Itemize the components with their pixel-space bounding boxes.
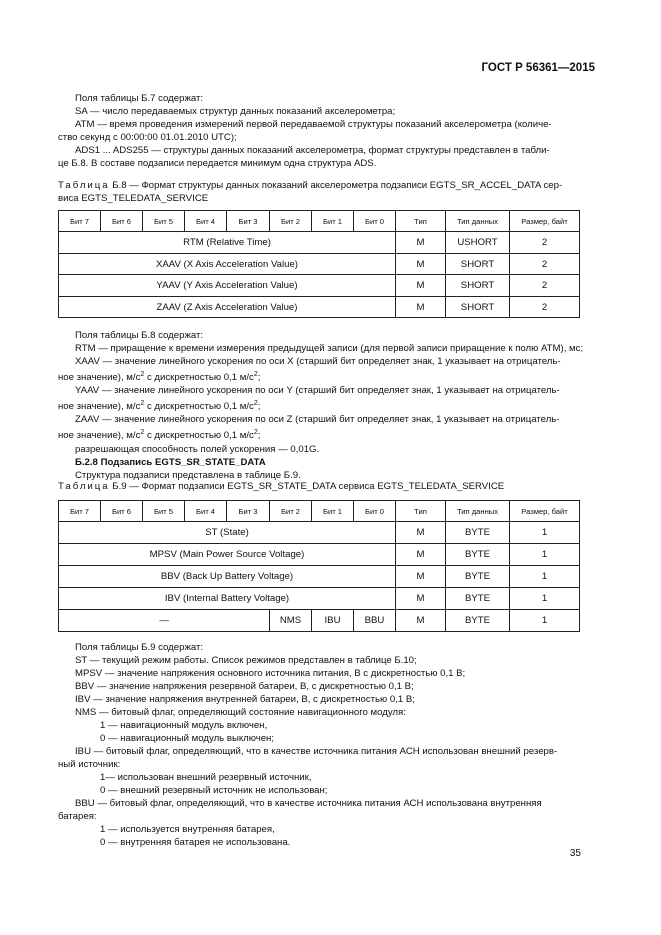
nms-cell: NMS	[270, 610, 312, 632]
text-line: ное значение), $м/с^2$ с дискретностью 0,1 $м/с^2$;	[58, 400, 261, 413]
bbu-cell: BBU	[354, 610, 396, 632]
data-type-cell: BYTE	[446, 588, 510, 610]
table-header-row	[59, 501, 580, 522]
type-cell: M	[396, 522, 446, 544]
column-header: Бит 4	[185, 211, 227, 232]
field-name-cell: XAAV (X Axis Acceleration Value)	[59, 254, 396, 275]
column-header: Тип	[396, 211, 446, 232]
caption-word: Таблица	[58, 481, 110, 492]
text-line: батарея:	[58, 811, 97, 822]
field-name-cell: IBV (Internal Battery Voltage)	[59, 588, 396, 610]
caption-text: виса EGTS_TELEDATA_SERVICE	[58, 193, 209, 204]
column-header: Бит 4	[185, 501, 227, 522]
text-line: 0 — навигационный модуль выключен;	[100, 733, 275, 744]
table-row	[59, 544, 580, 566]
data-type-cell: SHORT	[446, 297, 510, 318]
intro-line: ство секунд с 00:00:00 01.01.2010 UTC);	[58, 132, 237, 143]
reserved-cell: —	[59, 610, 270, 632]
table8-caption	[58, 179, 606, 205]
text-line: 1 — навигационный модуль включен,	[100, 720, 268, 731]
fields8-block	[58, 329, 603, 482]
data-type-cell: BYTE	[446, 610, 510, 632]
table-row	[59, 275, 580, 297]
text-line: RTM — приращение к времени измерения предыдущей записи (для первой записи приращение к полю ATM), мс;	[75, 343, 584, 354]
intro-line: ATM — время проведения измерений первой передаваемой структуры показаний акселерометра (количе-	[75, 119, 552, 130]
type-cell: M	[396, 588, 446, 610]
column-header: Бит 1	[312, 211, 354, 232]
table-row	[59, 522, 580, 544]
table-row	[59, 610, 580, 632]
type-cell: M	[396, 610, 446, 632]
column-header: Бит 6	[101, 501, 143, 522]
size-cell: 1	[510, 610, 580, 632]
page-number: 35	[569, 848, 581, 859]
size-cell: 1	[510, 522, 580, 544]
text-line: ный источник:	[58, 759, 121, 770]
column-header: Бит 0	[354, 501, 396, 522]
data-type-cell: SHORT	[446, 254, 510, 275]
text-line: ное значение), $м/с^2$ с дискретностью 0,1 $м/с^2$;	[58, 429, 261, 442]
caption-word: Таблица	[58, 180, 110, 191]
column-header: Тип	[396, 501, 446, 522]
column-header: Бит 0	[354, 211, 396, 232]
type-cell: M	[396, 275, 446, 297]
column-header: Бит 7	[59, 501, 101, 522]
intro-line: це Б.8. В составе подзаписи передается минимум одна структура ADS.	[58, 158, 377, 169]
field-name-cell: MPSV (Main Power Source Voltage)	[59, 544, 396, 566]
column-header: Тип данных	[446, 501, 510, 522]
table-row	[59, 297, 580, 318]
fields9-block	[58, 641, 603, 849]
table-row	[59, 588, 580, 610]
text-line: разрешающая способность полей ускорения — 0,01G.	[75, 443, 320, 455]
size-cell: 1	[510, 588, 580, 610]
table-row	[59, 254, 580, 275]
size-cell: 2	[510, 254, 580, 275]
table-row	[59, 232, 580, 254]
text-line: Структура подзаписи представлена в таблице Б.9.	[75, 469, 301, 481]
size-cell: 2	[510, 232, 580, 254]
field-name-cell: ZAAV (Z Axis Acceleration Value)	[59, 297, 396, 318]
column-header: Бит 6	[101, 211, 143, 232]
size-cell: 2	[510, 275, 580, 297]
standard-header: ГОСТ Р 56361—2015	[481, 62, 595, 74]
text-line: Поля таблицы Б.8 содержат:	[75, 330, 204, 341]
column-header: Бит 2	[270, 501, 312, 522]
text-line: 1 — используется внутренняя батарея,	[100, 824, 275, 835]
text-line: IBV — значение напряжения внутренней батареи, В, с дискретностью 0,1 В;	[75, 694, 415, 705]
text-line: ST — текущий режим работы. Список режимов представлен в таблице Б.10;	[75, 655, 417, 666]
column-header: Бит 2	[270, 211, 312, 232]
column-header: Бит 7	[59, 211, 101, 232]
text-line: MPSV — значение напряжения основного источника питания, В с дискретностью 0,1 В;	[75, 668, 466, 679]
column-header: Бит 5	[143, 211, 185, 232]
column-header: Размер, байт	[510, 501, 580, 522]
table-row	[59, 566, 580, 588]
field-name-cell: ST (State)	[59, 522, 396, 544]
data-type-cell: BYTE	[446, 544, 510, 566]
data-type-cell: USHORT	[446, 232, 510, 254]
type-cell: M	[396, 232, 446, 254]
table-header-row	[59, 211, 580, 232]
text-line: BBU — битовый флаг, определяющий, что в качестве источника питания АСН использована внутренняя	[75, 798, 542, 809]
ibu-cell: IBU	[312, 610, 354, 632]
text-line: 1— использован внешний резервный источник,	[100, 772, 312, 783]
size-cell: 1	[510, 544, 580, 566]
column-header: Бит 3	[227, 501, 270, 522]
size-cell: 1	[510, 566, 580, 588]
intro-line: SA — число передаваемых структур данных показаний акселерометра;	[75, 106, 396, 117]
column-header: Тип данных	[446, 211, 510, 232]
intro-line: ADS1 ... ADS255 — структуры данных показаний акселерометра, формат структуры представлен в табли-	[75, 145, 550, 156]
field-name-cell: RTM (Relative Time)	[59, 232, 396, 254]
text-line: ное значение), $м/с^2$ с дискретностью 0,1 $м/с^2$;	[58, 371, 261, 384]
size-cell: 2	[510, 297, 580, 318]
text-line: BBV — значение напряжения резервной батареи, В, с дискретностью 0,1 В;	[75, 681, 414, 692]
data-type-cell: SHORT	[446, 275, 510, 297]
text-line: 0 — внутренняя батарея не использована.	[100, 837, 291, 848]
column-header: Размер, байт	[510, 211, 580, 232]
text-line: NMS — битовый флаг, определяющий состояние навигационного модуля:	[75, 707, 406, 718]
table9	[58, 500, 580, 632]
type-cell: M	[396, 544, 446, 566]
type-cell: M	[396, 566, 446, 588]
type-cell: M	[396, 297, 446, 318]
text-line: 0 — внешний резервный источник не использован;	[100, 785, 328, 796]
column-header: Бит 1	[312, 501, 354, 522]
table8	[58, 210, 580, 318]
data-type-cell: BYTE	[446, 566, 510, 588]
column-header: Бит 3	[227, 211, 270, 232]
text-line: YAAV — значение линейного ускорения по оси Y (старший бит определяет знак, 1 указывает на отрицатель-	[75, 385, 560, 397]
caption-text: Б.9 — Формат подзаписи EGTS_SR_STATE_DATA сервиса EGTS_TELEDATA_SERVICE	[112, 481, 505, 492]
intro-line: Поля таблицы Б.7 содержат:	[75, 93, 204, 104]
text-line: ZAAV — значение линейного ускорения по оси Z (старший бит определяет знак, 1 указывает на отрицатель-	[75, 414, 560, 426]
caption-text: Б.8 — Формат структуры данных показаний акселерометра подзаписи EGTS_SR_ACCEL_DATA сер-	[112, 180, 563, 191]
intro-block	[58, 92, 603, 170]
data-type-cell: BYTE	[446, 522, 510, 544]
text-line: XAAV — значение линейного ускорения по оси X (старший бит определяет знак, 1 указывает на отрицатель-	[75, 356, 561, 367]
section-title: Б.2.8 Подзапись EGTS_SR_STATE_DATA	[75, 456, 266, 468]
type-cell: M	[396, 254, 446, 275]
text-line: Поля таблицы Б.9 содержат:	[75, 642, 204, 653]
column-header: Бит 5	[143, 501, 185, 522]
table9-caption	[58, 480, 606, 493]
field-name-cell: YAAV (Y Axis Acceleration Value)	[59, 275, 396, 297]
field-name-cell: BBV (Back Up Battery Voltage)	[59, 566, 396, 588]
text-line: IBU — битовый флаг, определяющий, что в качестве источника питания АСН использован внешний резерв-	[75, 746, 558, 757]
